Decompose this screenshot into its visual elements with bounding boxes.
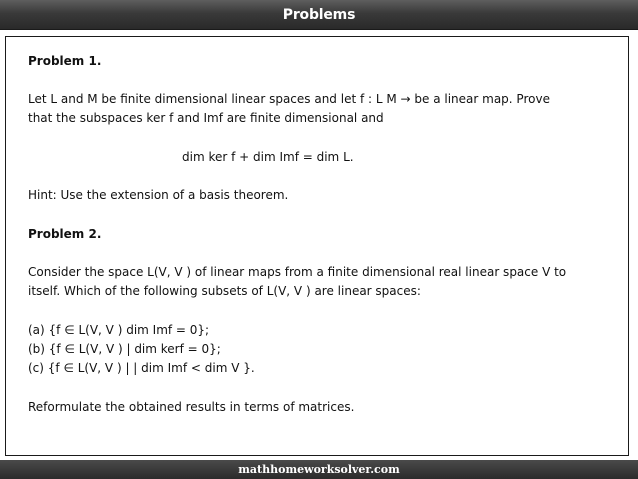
problem2-option-a: (a) {f ∈ L(V, V ) dim Imf = 0}; — [28, 323, 210, 337]
problem2-heading: Problem 2. — [28, 227, 102, 241]
slide-footer — [0, 460, 638, 479]
problem2-option-b: (b) {f ∈ L(V, V ) | dim kerf = 0}; — [28, 342, 221, 356]
problem1-statement-line2: that the subspaces ker f and Imf are finite dimensional and — [28, 111, 384, 125]
content-box — [5, 36, 629, 456]
slide-header — [0, 0, 638, 30]
problem2-closing: Reformulate the obtained results in terms of matrices. — [28, 400, 355, 414]
footer-website: mathhomeworksolver.com — [238, 463, 400, 476]
problem1-formula: dim ker f + dim Imf = dim L. — [182, 150, 354, 164]
problem2-statement-line1: Consider the space L(V, V ) of linear maps from a finite dimensional real linear space V to — [28, 265, 567, 279]
slide-title: Problems — [282, 6, 356, 23]
problem2-option-c: (c) {f ∈ L(V, V ) | | dim Imf < dim V }. — [28, 361, 255, 375]
problem1-heading: Problem 1. — [28, 54, 102, 68]
problem1-statement-line1: Let L and M be finite dimensional linear spaces and let f : L M → be a linear map. Prove — [28, 92, 550, 106]
problem1-hint: Hint: Use the extension of a basis theorem. — [28, 188, 289, 202]
problem2-statement-line2: itself. Which of the following subsets of L(V, V ) are linear spaces: — [28, 284, 421, 298]
